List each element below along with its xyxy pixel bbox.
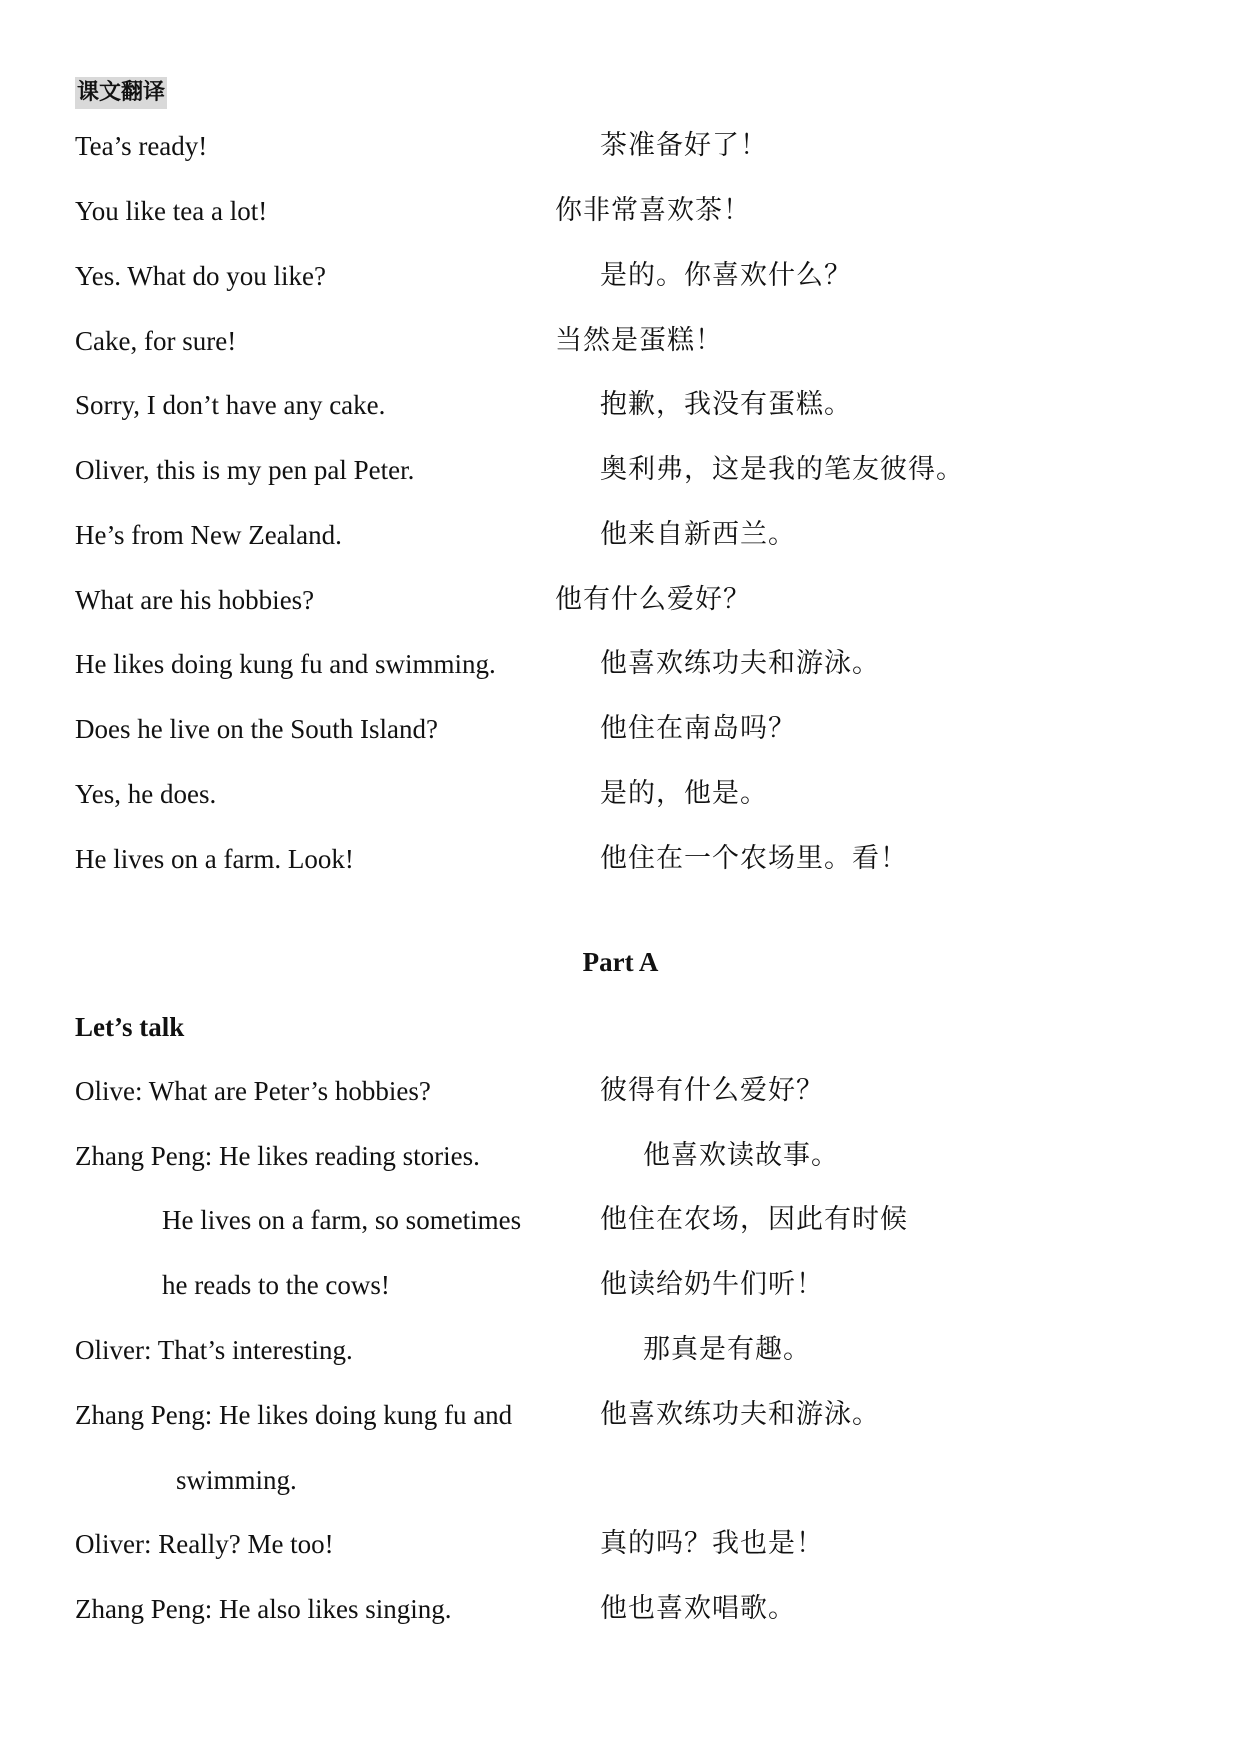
talk-line-zh: 他读给奶牛们听！ — [600, 1269, 824, 1300]
talk-line-zh: 他喜欢练功夫和游泳。 — [600, 1399, 880, 1430]
talk-line-en: swimming. — [176, 1465, 297, 1495]
story-line-zh: 是的。你喜欢什么？ — [600, 260, 852, 291]
story-line-en: He’s from New Zealand. — [75, 520, 342, 550]
story-line-zh: 他来自新西兰。 — [600, 519, 796, 550]
section-subtitle: Let’s talk — [75, 1012, 185, 1042]
story-line-zh: 茶准备好了！ — [600, 130, 768, 161]
story-line-zh: 当然是蛋糕！ — [555, 325, 723, 356]
talk-line-en: he reads to the cows! — [162, 1270, 390, 1300]
story-line-en: Oliver, this is my pen pal Peter. — [75, 455, 415, 485]
talk-line-en: Zhang Peng: He likes reading stories. — [75, 1141, 480, 1171]
section-heading: 课文翻译 — [75, 77, 167, 109]
talk-line-en: Zhang Peng: He likes doing kung fu and — [75, 1400, 513, 1430]
story-line-en: He likes doing kung fu and swimming. — [75, 649, 496, 679]
story-line-zh: 他喜欢练功夫和游泳。 — [600, 648, 880, 679]
talk-line-en: Olive: What are Peter’s hobbies? — [75, 1076, 431, 1106]
talk-line-zh: 那真是有趣。 — [643, 1334, 811, 1365]
story-line-en: What are his hobbies? — [75, 585, 315, 615]
talk-line-zh: 他也喜欢唱歌。 — [600, 1593, 796, 1624]
talk-line-en: He lives on a farm, so sometimes — [162, 1205, 522, 1235]
talk-line-en: Oliver: That’s interesting. — [75, 1335, 353, 1365]
talk-line-zh: 他喜欢读故事。 — [643, 1140, 839, 1171]
talk-line-zh: 彼得有什么爱好？ — [600, 1075, 824, 1106]
story-line-zh: 他住在一个农场里。看！ — [600, 843, 908, 874]
story-line-en: Sorry, I don’t have any cake. — [75, 390, 386, 420]
story-line-zh: 抱歉，我没有蛋糕。 — [600, 389, 852, 420]
story-line-en: Cake, for sure! — [75, 326, 237, 356]
story-line-en: Yes, he does. — [75, 779, 217, 809]
talk-line-en: Zhang Peng: He also likes singing. — [75, 1594, 452, 1624]
story-line-en: Does he live on the South Island? — [75, 714, 438, 744]
story-line-zh: 奥利弗，这是我的笔友彼得。 — [600, 454, 964, 485]
story-line-zh: 他住在南岛吗？ — [600, 713, 796, 744]
story-line-zh: 你非常喜欢茶！ — [555, 195, 751, 226]
talk-line-zh: 他住在农场，因此有时候 — [600, 1204, 908, 1235]
story-line-en: He lives on a farm. Look! — [75, 844, 354, 874]
part-title: Part A — [582, 947, 659, 977]
story-line-zh: 是的，他是。 — [600, 778, 768, 809]
talk-line-zh: 真的吗？我也是！ — [600, 1528, 824, 1559]
story-line-en: Tea’s ready! — [75, 131, 208, 161]
story-line-zh: 他有什么爱好？ — [555, 584, 751, 615]
story-line-en: Yes. What do you like? — [75, 261, 326, 291]
story-line-en: You like tea a lot! — [75, 196, 268, 226]
talk-line-en: Oliver: Really? Me too! — [75, 1529, 334, 1559]
